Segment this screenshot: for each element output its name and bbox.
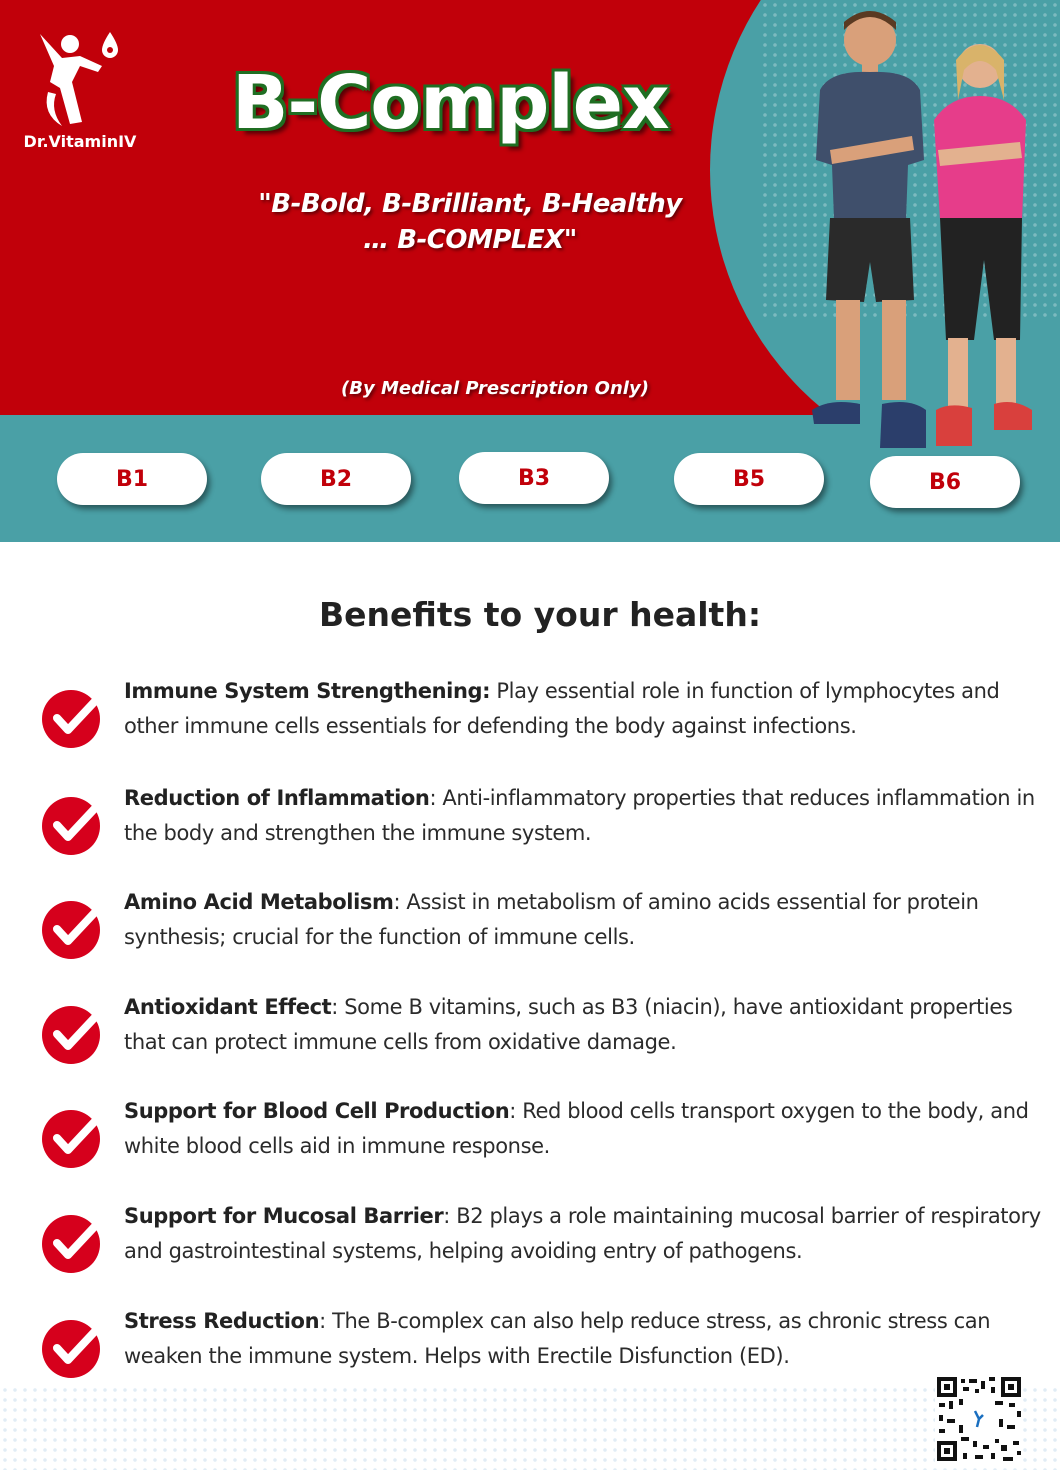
runner-logo-icon <box>10 22 150 132</box>
check-circle-icon <box>40 1104 106 1170</box>
benefit-text <box>124 1304 1044 1374</box>
benefits-title: Benefits to your health: <box>318 595 762 634</box>
benefit-description: : B2 plays a role maintaining mucosal barrier of respiratory and gastrointestinal systems, helping avoiding entry of pathogens. <box>124 1204 1041 1263</box>
check-circle-icon <box>40 1314 106 1380</box>
benefit-item <box>0 1304 1060 1384</box>
check-circle-icon <box>40 684 106 750</box>
benefit-description: : Anti-inflammatory properties that reduces inflammation in the body and strengthen the immune system. <box>124 786 1035 845</box>
check-circle-icon <box>40 1209 106 1275</box>
benefit-heading: Reduction of Inflammation <box>124 786 430 810</box>
tagline-line-2: … B-COMPLEX" <box>363 225 577 255</box>
vitamin-b5-button[interactable]: B5 <box>674 453 824 505</box>
benefit-item <box>0 781 1060 861</box>
benefit-item <box>0 885 1060 965</box>
check-circle-icon <box>40 1000 106 1066</box>
benefit-item <box>0 1094 1060 1174</box>
vitamin-b2-button[interactable]: B2 <box>261 453 411 505</box>
benefit-description: : Assist in metabolism of amino acids essential for protein synthesis; crucial for the function of immune cells. <box>124 890 979 949</box>
benefit-text <box>124 781 1044 851</box>
benefit-item <box>0 674 1060 754</box>
footer-dot-decoration <box>0 1385 1060 1470</box>
page-title: B-Complex <box>232 60 669 146</box>
benefit-text <box>124 885 1044 955</box>
benefit-text <box>124 1094 1044 1164</box>
benefit-description: : The B-complex can also help reduce stress, as chronic stress can weaken the immune system. Helps with Erectile Disfunction (ED). <box>124 1309 991 1368</box>
benefit-item <box>0 1199 1060 1279</box>
benefit-description: : Some B vitamins, such as B3 (niacin), have antioxidant properties that can protect immune cells from oxidative damage. <box>124 995 1013 1054</box>
benefit-text <box>124 990 1044 1060</box>
benefit-heading: Support for Mucosal Barrier <box>124 1204 444 1228</box>
benefit-heading: Immune System Strengthening: <box>124 679 491 703</box>
prescription-note: (By Medical Prescription Only) <box>341 378 649 399</box>
benefit-text <box>124 674 1044 744</box>
woman-figure <box>934 44 1032 446</box>
benefit-description: Play essential role in function of lymphocytes and other immune cells essentials for defending the body against infections. <box>124 679 1000 738</box>
benefit-heading: Amino Acid Metabolism <box>124 890 394 914</box>
benefit-heading: Stress Reduction <box>124 1309 320 1333</box>
vitamin-b1-button[interactable]: B1 <box>57 453 207 505</box>
vitamin-b6-button[interactable]: B6 <box>870 456 1020 508</box>
tagline <box>230 186 710 258</box>
man-figure <box>812 11 926 448</box>
brand-name: Dr.VitaminIV <box>23 132 137 151</box>
benefit-heading: Antioxidant Effect <box>124 995 332 1019</box>
benefit-heading: Support for Blood Cell Production <box>124 1099 510 1123</box>
athletes-illustration <box>800 0 1040 460</box>
vitamin-b3-button[interactable]: B3 <box>459 452 609 504</box>
benefit-text <box>124 1199 1044 1269</box>
check-circle-icon <box>40 895 106 961</box>
benefit-description: : Red blood cells transport oxygen to the body, and white blood cells aid in immune response. <box>124 1099 1029 1158</box>
check-circle-icon <box>40 791 106 857</box>
benefit-item <box>0 990 1060 1070</box>
qr-code-icon[interactable] <box>935 1375 1023 1463</box>
tagline-line-1: "B-Bold, B-Brilliant, B-Healthy <box>258 189 682 219</box>
brand-logo[interactable] <box>10 22 150 162</box>
